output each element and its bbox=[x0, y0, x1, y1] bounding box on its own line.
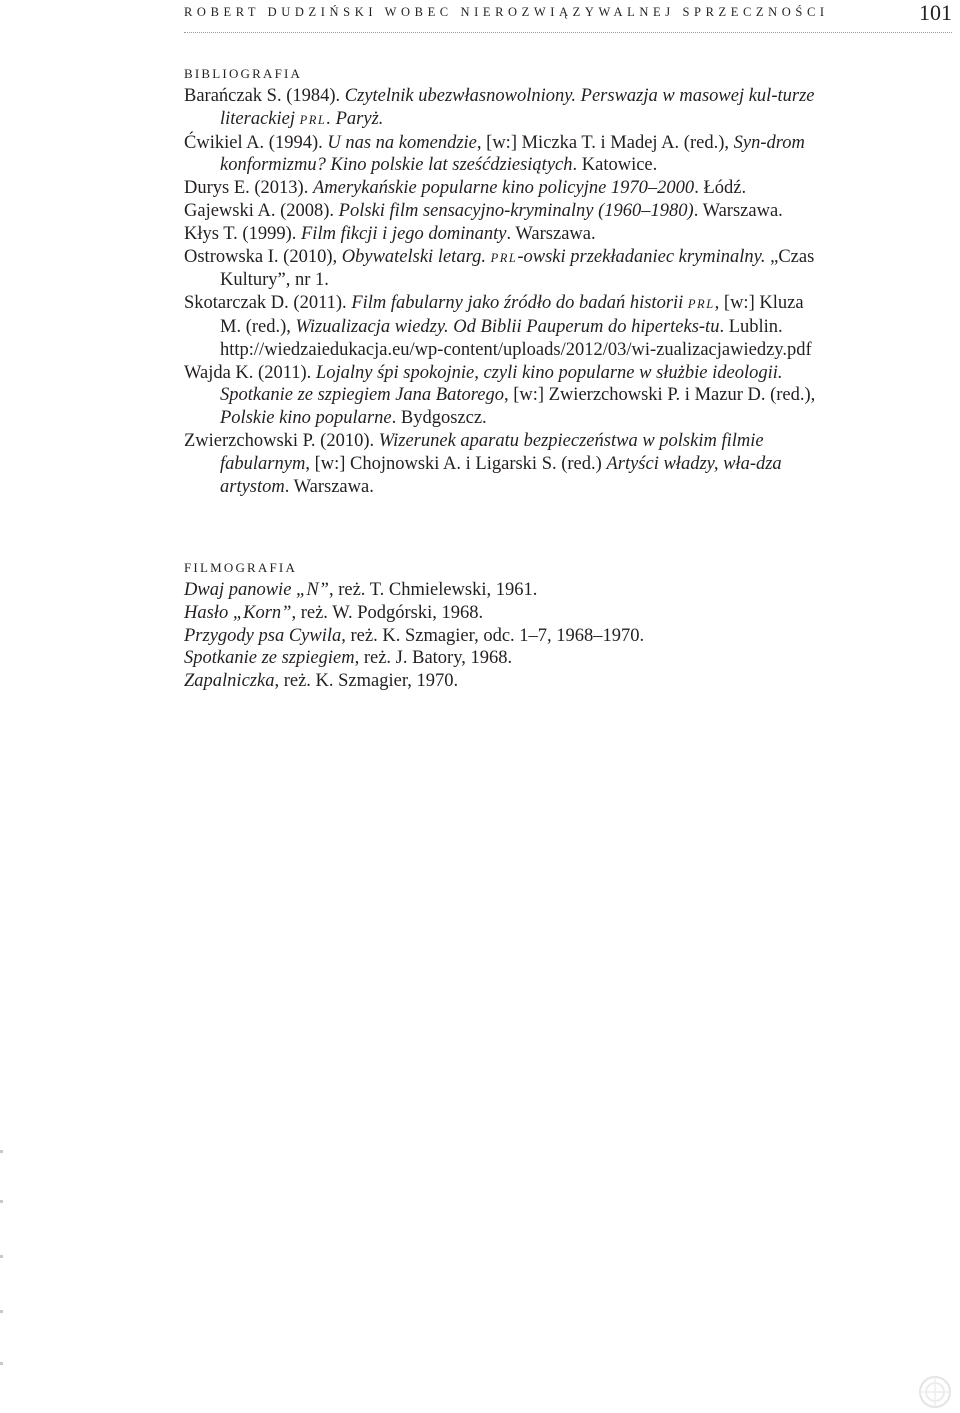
margin-mark bbox=[0, 1255, 3, 1258]
reference-entry bbox=[184, 670, 824, 693]
entry-text: , [w:] Kluza M. (red.), bbox=[220, 293, 804, 337]
italic-text: Polskie kino popularne bbox=[220, 408, 392, 429]
reference-entry bbox=[184, 647, 824, 670]
entry-text: , [w:] Zwierzchowski P. i Mazur D. (red.), bbox=[503, 385, 816, 406]
reference-entry bbox=[184, 246, 824, 293]
italic-text: -owski przekładaniec kryminalny. bbox=[517, 246, 766, 267]
italic-text: PRL bbox=[299, 112, 327, 127]
reference-entry bbox=[184, 292, 824, 361]
filmography-list bbox=[184, 579, 824, 693]
bibliography-list bbox=[184, 85, 824, 498]
italic-text: Artyści władzy, wła-dza artystom bbox=[220, 453, 782, 497]
bibliography-section bbox=[184, 64, 824, 498]
entry-text: Barańczak S. (1984). bbox=[184, 86, 345, 106]
margin-mark bbox=[0, 1310, 3, 1313]
italic-text: Obywatelski letarg. bbox=[341, 246, 491, 267]
reference-entry bbox=[184, 579, 824, 602]
entry-text: „Czas Kultury”, nr 1. bbox=[220, 246, 815, 291]
italic-text: . Paryż. bbox=[326, 108, 384, 129]
entry-text: , reż. T. Chmielewski, 1961. bbox=[328, 580, 538, 600]
entry-text: Skotarczak D. (2011). bbox=[184, 293, 352, 314]
italic-text: Wizerunek aparatu bezpieczeństwa w polskim filmie fabularnym bbox=[220, 430, 764, 474]
italic-text: Amerykańskie popularne kino policyjne 1970–2000 bbox=[312, 178, 695, 199]
italic-text: PRL bbox=[490, 250, 518, 265]
entry-text: , reż. W. Podgórski, 1968. bbox=[291, 602, 484, 623]
reference-entry bbox=[184, 430, 824, 498]
entry-text: Durys E. (2013). bbox=[184, 178, 313, 199]
entry-text: Ostrowska I. (2010), bbox=[184, 246, 342, 267]
entry-text: . Warszawa. bbox=[506, 223, 596, 244]
italic-text: Film fabularny jako źródło do badań historii bbox=[351, 293, 688, 314]
italic-text: Lojalny śpi spokojnie, czyli kino popularne w służbie ideologii. Spotkanie ze szpiegiem Jana Batorego bbox=[220, 362, 783, 406]
corner-watermark-icon bbox=[915, 1372, 955, 1412]
italic-text: Wizualizacja wiedzy. Od Biblii Pauperum do hiperteks-tu bbox=[295, 316, 720, 337]
entry-text: Kłys T. (1999). bbox=[184, 223, 301, 244]
entry-text: . Łódź. bbox=[694, 178, 747, 199]
entry-text: Gajewski A. (2008). bbox=[184, 200, 339, 221]
italic-text: Zapalniczka bbox=[184, 671, 275, 692]
italic-text: U nas na komendzie bbox=[327, 132, 477, 153]
filmography-section bbox=[184, 558, 824, 693]
entry-text: , [w:] Miczka T. i Madej A. (red.), bbox=[476, 132, 734, 153]
page-number: 101 bbox=[919, 0, 952, 25]
reference-entry bbox=[184, 177, 824, 200]
reference-entry bbox=[184, 602, 824, 625]
entry-text: . Bydgoszcz. bbox=[391, 408, 487, 429]
italic-text: PRL bbox=[687, 297, 715, 312]
bibliography-heading: BIBLIOGRAFIA bbox=[184, 66, 303, 81]
margin-mark bbox=[0, 1150, 3, 1153]
entry-text: . Lublin. http://wiedzaiedukacja.eu/wp-content/uploads/2012/03/wi-zualizacjawiedzy.pdf bbox=[220, 316, 812, 360]
entry-text: , reż. K. Szmagier, odc. 1–7, 1968–1970. bbox=[341, 625, 645, 646]
entry-text: . Warszawa. bbox=[693, 200, 783, 221]
entry-text: . Katowice. bbox=[572, 155, 658, 176]
reference-entry bbox=[184, 362, 824, 430]
entry-text: , reż. J. Batory, 1968. bbox=[354, 648, 513, 669]
entry-text: , [w:] Chojnowski A. i Ligarski S. (red.) bbox=[305, 453, 607, 474]
italic-text: Czytelnik ubezwłasnowolniony. Perswazja w masowej kul-turze literackiej bbox=[220, 86, 815, 129]
italic-text: Hasło „Korn” bbox=[184, 602, 292, 623]
reference-entry bbox=[184, 85, 824, 132]
italic-text: Polski film sensacyjno-kryminalny (1960–1980) bbox=[338, 200, 694, 221]
margin-mark bbox=[0, 1362, 3, 1365]
running-header bbox=[184, 0, 952, 30]
reference-entry bbox=[184, 132, 824, 178]
reference-entry bbox=[184, 625, 824, 648]
running-title: ROBERT DUDZIŃSKI WOBEC NIEROZWIĄZYWALNEJ SPRZECZNOŚCI bbox=[184, 5, 829, 19]
entry-text: Ćwikiel A. (1994). bbox=[184, 132, 328, 153]
reference-entry bbox=[184, 200, 824, 223]
italic-text: Spotkanie ze szpiegiem bbox=[184, 648, 355, 669]
margin-mark bbox=[0, 1200, 3, 1203]
italic-text: Przygody psa Cywila bbox=[184, 625, 342, 646]
entry-text: Wajda K. (2011). bbox=[184, 362, 316, 383]
italic-text: Syn-drom konformizmu? Kino polskie lat sześćdziesiątych bbox=[220, 132, 805, 176]
header-dotted-rule bbox=[184, 32, 952, 33]
italic-text: Film fikcji i jego dominanty bbox=[301, 223, 507, 244]
reference-entry bbox=[184, 223, 824, 246]
filmography-heading: FILMOGRAFIA bbox=[184, 560, 298, 575]
entry-text: Zwierzchowski P. (2010). bbox=[184, 430, 379, 451]
italic-text: Dwaj panowie „N” bbox=[184, 580, 329, 600]
entry-text: , reż. K. Szmagier, 1970. bbox=[274, 671, 459, 692]
entry-text: . Warszawa. bbox=[284, 476, 374, 497]
